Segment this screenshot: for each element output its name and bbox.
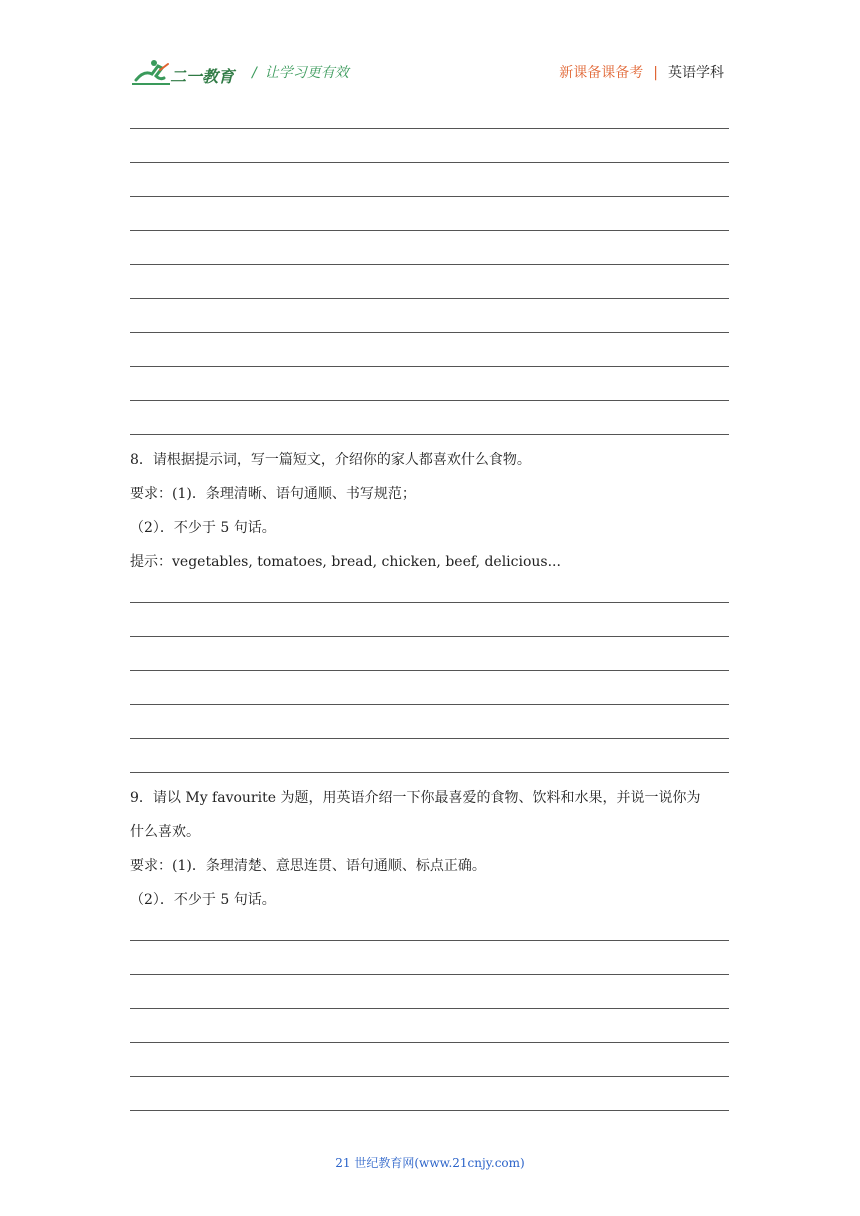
answer-line[interactable] <box>130 230 729 231</box>
answer-line[interactable] <box>130 298 729 299</box>
slogan-divider: / <box>252 65 257 81</box>
answer-line[interactable] <box>130 1042 729 1043</box>
question-9-prompt-line-1: 9．请以 My favourite 为题，用英语介绍一下你最喜爱的食物、饮料和水果，并说一说你为 <box>130 790 701 806</box>
answer-line[interactable] <box>130 128 729 129</box>
question-8-requirement-1: 要求：(1)．条理清晰、语句通顺、书写规范； <box>130 486 416 502</box>
answer-line[interactable] <box>130 738 729 739</box>
page-footer: 21 世纪教育网(www.21cnjy.com) <box>335 1156 525 1170</box>
logo <box>130 56 240 90</box>
question-8-prompt: 8．请根据提示词，写一篇短文，介绍你的家人都喜欢什么食物。 <box>130 452 531 468</box>
answer-line[interactable] <box>130 196 729 197</box>
logo-text: 二一教育 <box>170 67 235 86</box>
answer-line[interactable] <box>130 940 729 941</box>
answer-line[interactable] <box>130 1076 729 1077</box>
question-9-requirement-2: （2）．不少于 5 句话。 <box>130 892 276 908</box>
answer-line[interactable] <box>130 636 729 637</box>
question-8-hint: 提示：vegetables, tomatoes, bread, chicken, beef, delicious... <box>130 554 561 570</box>
question-9-prompt-line-2: 什么喜欢。 <box>130 824 200 840</box>
answer-line[interactable] <box>130 162 729 163</box>
subject-label: 英语学科 <box>668 65 724 81</box>
header-separator: | <box>653 65 658 81</box>
answer-line[interactable] <box>130 366 729 367</box>
answer-line[interactable] <box>130 1110 729 1111</box>
header-course-info <box>559 62 724 82</box>
question-9-requirement-1: 要求：(1)．条理清楚、意思连贯、语句通顺、标点正确。 <box>130 858 486 874</box>
slogan <box>252 62 349 82</box>
answer-line[interactable] <box>130 434 729 435</box>
page-header <box>0 0 860 110</box>
answer-line[interactable] <box>130 1008 729 1009</box>
answer-line[interactable] <box>130 602 729 603</box>
slogan-text: 让学习更有效 <box>264 65 349 81</box>
answer-line[interactable] <box>130 670 729 671</box>
answer-line[interactable] <box>130 332 729 333</box>
answer-line[interactable] <box>130 772 729 773</box>
question-8-requirement-2: （2）．不少于 5 句话。 <box>130 520 276 536</box>
answer-line[interactable] <box>130 704 729 705</box>
answer-line[interactable] <box>130 264 729 265</box>
course-label: 新课备课备考 <box>559 65 644 81</box>
answer-line[interactable] <box>130 974 729 975</box>
answer-line[interactable] <box>130 400 729 401</box>
